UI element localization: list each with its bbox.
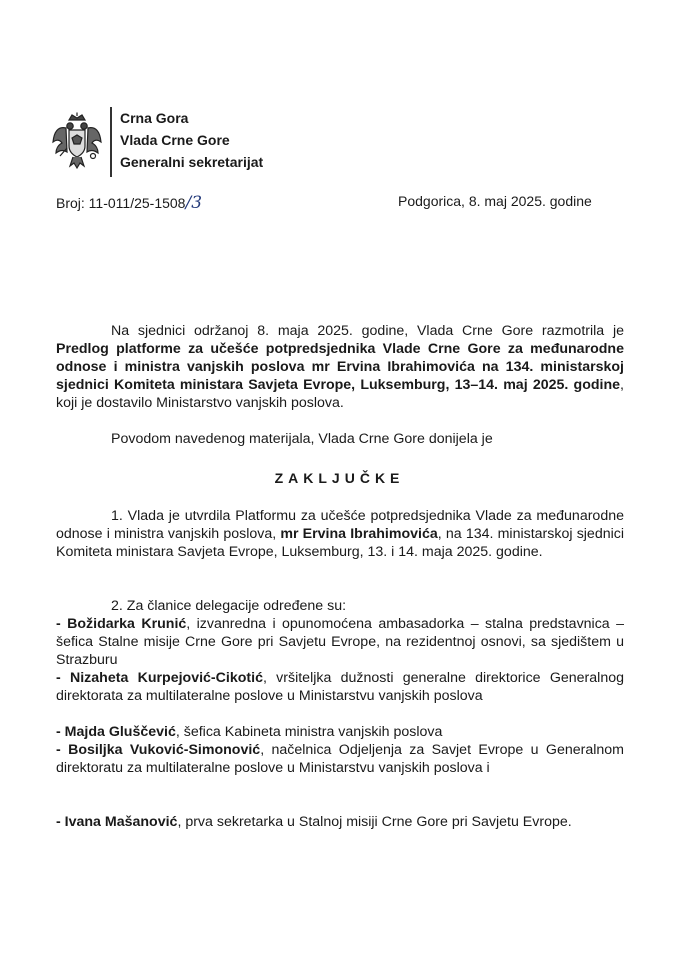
place-date: Podgorica, 8. maj 2025. godine [398,193,592,209]
country-name: Crna Gora [120,110,189,126]
government-name: Vlada Crne Gore [120,132,230,148]
item1-text-start: 1. Vlada je utvrdila Platformu za učešće potpredsjednika Vlade za međunarodne odnose i ministra vanjskih poslova, [56,508,624,542]
member-name: - Ivana Mašanović [56,814,178,830]
delegation-member [56,669,624,705]
intro-paragraph [56,322,624,412]
member-name: - Božidarka Krunić [56,616,187,632]
item1-text-bold: mr Ervina Ibrahimovića [280,526,438,542]
handwritten-suffix: /3 [185,193,203,213]
conclusion-item-1 [56,507,624,561]
conclusions-heading: ZAKLJUČKE [274,470,405,486]
conclusion-item-2-intro: 2. Za članice delegacije određene su: [111,598,347,614]
intro-text-bold: Predlog platforme za učešće potpredsjednika Vlade Crne Gore za međunarodne odnose i ministra vanjskih poslova mr Ervina Ibrahimovića na 134. ministarskoj sjednici Komiteta ministara Savjeta Evrope, Luksemburg, 13–14. maj 2025. godine [56,341,624,393]
member-role: , šefica Kabineta ministra vanjskih poslova [175,724,443,740]
member-role: , izvanredna i opunomoćena ambasadorka – stalna predstavnica – šefica Stalne misije Crne Gore pri Savjetu Evrope, na rezidentnoj osnovi, sa sjedištem u Strazburu [56,616,624,668]
adoption-paragraph: Povodom navedenog materijala, Vlada Crne Gore donijela je [111,431,493,447]
member-name: - Majda Gluščević [56,724,176,740]
header-divider [110,107,112,177]
delegation-member [56,741,624,777]
member-role: , vršiteljka dužnosti generalne direktorice Generalnog direktorata za multilateralne poslove u Ministarstvu vanjskih poslova [56,670,624,704]
office-name: Generalni sekretarijat [120,154,264,170]
coat-of-arms-icon [52,112,102,170]
member-name: - Bosiljka Vuković-Simonović [56,742,261,758]
item1-text-end: , na 134. ministarskoj sjednici Komiteta ministara Savjeta Evrope, Luksemburg, 13. i 14. maja 2025. godine. [56,526,625,560]
member-role: , prva sekretarka u Stalnoj misiji Crne Gore pri Savjetu Evrope. [177,814,572,830]
member-role: , načelnica Odjeljenja za Savjet Evrope u Generalnom direktoratu za multilateralne poslove u Ministarstvu vanjskih poslova i [56,742,624,776]
intro-text-start: Na sjednici održanoj 8. maja 2025. godine, Vlada Crne Gore razmotrila je [111,323,624,339]
intro-text-end: , koji je dostavilo Ministarstvo vanjskih poslova. [56,377,624,411]
reference-number-text: Broj: 11-011/25-1508 [56,195,186,211]
delegation-member [56,813,624,831]
delegation-member [56,723,624,741]
reference-number [56,193,202,213]
member-name: - Nizaheta Kurpejović-Cikotić [56,670,263,686]
delegation-member [56,615,624,669]
